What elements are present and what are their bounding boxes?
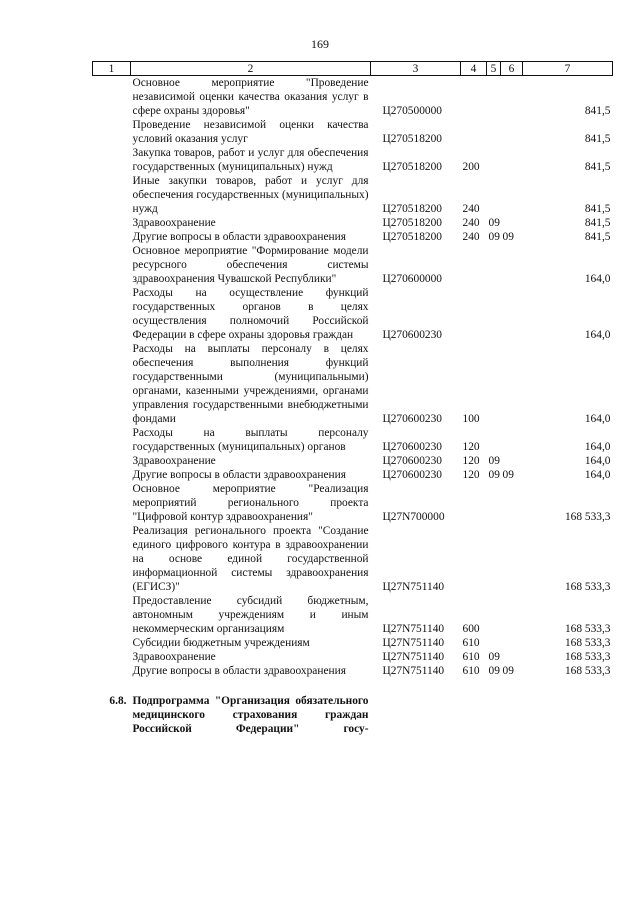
table-row [93, 216, 613, 230]
row-vr-cell [461, 286, 487, 342]
row-rz-cell: 09 [488, 231, 500, 243]
row-amount-cell: 164,0 [584, 413, 611, 425]
row-amount-cell: 168 533,3 [564, 665, 611, 677]
row-number-cell [93, 454, 131, 468]
row-name-cell: Предоставление субсидий бюджетным, автономным учреждениям и иным некоммерческим организациям [132, 595, 369, 635]
row-name-cell: Здравоохранение [132, 651, 216, 663]
row-number-cell [93, 244, 131, 286]
row-amount-cell: 168 533,3 [564, 651, 611, 663]
row-pr-cell [501, 286, 523, 342]
row-pr-cell [501, 650, 523, 664]
row-amount-cell: 841,5 [584, 217, 611, 229]
row-pr-cell [501, 426, 523, 454]
row-amount-cell: 164,0 [584, 441, 611, 453]
row-rz-cell [487, 174, 501, 216]
header-cell-1: 1 [93, 62, 131, 76]
row-amount-cell: 164,0 [584, 469, 611, 481]
table-row [93, 244, 613, 286]
row-vr-cell: 120 [462, 455, 480, 467]
row-vr-cell [461, 482, 487, 524]
row-amount-cell: 168 533,3 [564, 511, 611, 523]
table-row [93, 174, 613, 216]
table-row [93, 146, 613, 174]
table-row [93, 76, 613, 119]
row-code-cell: Ц270600000 [382, 273, 442, 285]
row-amount-cell: 841,5 [584, 203, 611, 215]
row-pr-cell [501, 342, 523, 426]
row-name-cell: Проведение независимой оценки качества условий оказания услуг [132, 119, 369, 145]
row-vr-cell: 240 [462, 231, 480, 243]
row-code-cell: Ц27N751140 [382, 665, 445, 677]
row-name-cell: Расходы на осуществление функций государственных органов в целях осуществления полномочий Российской Федерации в сфере охраны здоровья граждан [132, 287, 369, 341]
row-name-cell: Другие вопросы в области здравоохранения [132, 665, 346, 677]
row-pr-cell [501, 174, 523, 216]
row-code-cell: Ц27N751140 [382, 637, 445, 649]
row-amount-cell: 168 533,3 [564, 581, 611, 593]
row-pr-cell [501, 244, 523, 286]
row-number-cell [93, 468, 131, 482]
row-code-cell: Ц27N751140 [382, 651, 445, 663]
header-cell-6: 6 [501, 62, 523, 76]
row-number-cell [93, 524, 131, 594]
row-rz-cell [487, 426, 501, 454]
row-amount-cell: 841,5 [584, 161, 611, 173]
row-rz-cell: 09 [488, 469, 500, 481]
row-number-cell [93, 482, 131, 524]
table-row [93, 482, 613, 524]
row-name-cell: Основное мероприятие "Проведение независимой оценки качества оказания услуг в сфере охраны здоровья" [132, 77, 369, 117]
table-row [93, 454, 613, 468]
row-code-cell: Ц270518200 [382, 133, 442, 145]
row-code-cell: Ц270518200 [382, 217, 442, 229]
subprogram-empty-cell [371, 694, 461, 736]
row-name-cell: Основное мероприятие "Реализация мероприятий регионального проекта "Цифровой контур здравоохранения" [132, 483, 369, 523]
subprogram-empty-cell [487, 694, 501, 736]
row-pr-cell [501, 454, 523, 468]
row-vr-cell: 240 [462, 217, 480, 229]
row-vr-cell [461, 118, 487, 146]
table-row [93, 468, 613, 482]
row-name-cell: Здравоохранение [132, 455, 216, 467]
row-pr-cell [501, 76, 523, 119]
row-pr-cell [501, 118, 523, 146]
row-rz-cell [487, 636, 501, 650]
subprogram-row [93, 694, 613, 736]
row-pr-cell [501, 216, 523, 230]
subprogram-number: 6.8. [109, 695, 127, 707]
row-number-cell [93, 174, 131, 216]
row-vr-cell: 610 [462, 651, 480, 663]
table-row [93, 650, 613, 664]
row-number-cell [93, 664, 131, 678]
row-vr-cell: 100 [462, 413, 480, 425]
row-number-cell [93, 230, 131, 244]
subprogram-name: Подпрограмма "Организация обязательного медицинского страхования граждан Российской Федерации" госу- [132, 695, 369, 735]
header-cell-4: 4 [461, 62, 487, 76]
header-row [93, 62, 613, 76]
row-pr-cell [501, 594, 523, 636]
row-name-cell: Субсидии бюджетным учреждениям [132, 637, 310, 649]
row-vr-cell: 610 [462, 665, 480, 677]
row-number-cell [93, 342, 131, 426]
row-name-cell: Другие вопросы в области здравоохранения [132, 469, 346, 481]
table-row [93, 118, 613, 146]
row-name-cell: Закупка товаров, работ и услуг для обеспечения государственных (муниципальных) нужд [132, 147, 369, 173]
row-code-cell: Ц270518200 [382, 231, 442, 243]
row-amount-cell: 841,5 [584, 231, 611, 243]
table-row [93, 524, 613, 594]
row-vr-cell: 240 [462, 203, 480, 215]
row-code-cell: Ц270518200 [382, 161, 442, 173]
row-amount-cell: 164,0 [584, 273, 611, 285]
table-row [93, 286, 613, 342]
spacer-row [93, 678, 613, 694]
table-row [93, 230, 613, 244]
row-rz-cell [487, 594, 501, 636]
row-rz-cell [487, 118, 501, 146]
table-row [93, 636, 613, 650]
row-number-cell [93, 426, 131, 454]
row-vr-cell [461, 524, 487, 594]
row-rz-cell [487, 286, 501, 342]
page-number: 169 [311, 37, 329, 51]
header-cell-2: 2 [131, 62, 371, 76]
row-pr-cell: 09 [502, 665, 514, 677]
row-name-cell: Расходы на выплаты персоналу в целях обеспечения выполнения функций государственными (муниципальными) органами, казенными учреждениями, органами управления государственными внебюджетными фондами [132, 343, 369, 425]
row-vr-cell [461, 244, 487, 286]
row-number-cell [93, 594, 131, 636]
row-vr-cell: 610 [462, 637, 480, 649]
subprogram-empty-cell [501, 694, 523, 736]
row-rz-cell [487, 342, 501, 426]
row-code-cell: Ц270600230 [382, 455, 442, 467]
header-cell-5: 5 [487, 62, 501, 76]
row-number-cell [93, 76, 131, 119]
row-amount-cell: 841,5 [584, 105, 611, 117]
row-rz-cell: 09 [488, 665, 500, 677]
row-code-cell: Ц27N751140 [382, 581, 445, 593]
row-vr-cell: 120 [462, 441, 480, 453]
row-name-cell: Реализация регионального проекта "Создание единого цифрового контура в здравоохранении на основе единой государственной информационной системы здравоохранения (ЕГИСЗ)" [132, 525, 369, 593]
row-code-cell: Ц270518200 [382, 203, 442, 215]
row-rz-cell [487, 146, 501, 174]
row-number-cell [93, 118, 131, 146]
subprogram-empty-cell [523, 694, 613, 736]
table-row [93, 594, 613, 636]
budget-table [92, 61, 613, 736]
row-code-cell: Ц27N700000 [382, 511, 445, 523]
row-rz-cell [487, 482, 501, 524]
row-pr-cell [501, 636, 523, 650]
row-number-cell [93, 286, 131, 342]
row-number-cell [93, 636, 131, 650]
subprogram-empty-cell [461, 694, 487, 736]
row-pr-cell [501, 524, 523, 594]
row-pr-cell: 09 [502, 231, 514, 243]
table-row [93, 664, 613, 678]
row-rz-cell: 09 [488, 651, 500, 663]
table-body [93, 76, 613, 737]
row-rz-cell [487, 76, 501, 119]
row-rz-cell: 09 [488, 455, 500, 467]
row-vr-cell: 200 [462, 161, 480, 173]
row-rz-cell [487, 244, 501, 286]
row-code-cell: Ц270600230 [382, 413, 442, 425]
header-cell-7: 7 [523, 62, 613, 76]
row-pr-cell [501, 482, 523, 524]
row-name-cell: Другие вопросы в области здравоохранения [132, 231, 346, 243]
row-pr-cell [501, 146, 523, 174]
row-number-cell [93, 650, 131, 664]
row-name-cell: Иные закупки товаров, работ и услуг для обеспечения государственных (муниципальных) нужд [132, 175, 369, 215]
row-number-cell [93, 216, 131, 230]
row-rz-cell [487, 524, 501, 594]
row-amount-cell: 841,5 [584, 133, 611, 145]
table-header [93, 62, 613, 76]
spacer-cell [93, 678, 613, 694]
row-amount-cell: 164,0 [584, 455, 611, 467]
row-vr-cell: 120 [462, 469, 480, 481]
row-code-cell: Ц270500000 [382, 105, 442, 117]
row-vr-cell: 600 [462, 623, 480, 635]
row-name-cell: Основное мероприятие "Формирование модели ресурсного обеспечения системы здравоохранения Чувашской Республики" [132, 245, 369, 285]
row-amount-cell: 168 533,3 [564, 637, 611, 649]
row-code-cell: Ц27N751140 [382, 623, 445, 635]
row-amount-cell: 164,0 [584, 329, 611, 341]
row-number-cell [93, 146, 131, 174]
row-code-cell: Ц270600230 [382, 329, 442, 341]
row-amount-cell: 168 533,3 [564, 623, 611, 635]
row-rz-cell: 09 [488, 217, 500, 229]
table-row [93, 342, 613, 426]
row-pr-cell: 09 [502, 469, 514, 481]
header-cell-3: 3 [371, 62, 461, 76]
table-row [93, 426, 613, 454]
row-code-cell: Ц270600230 [382, 469, 442, 481]
row-name-cell: Расходы на выплаты персоналу государственных (муниципальных) органов [132, 427, 369, 453]
row-name-cell: Здравоохранение [132, 217, 216, 229]
row-code-cell: Ц270600230 [382, 441, 442, 453]
row-vr-cell [461, 76, 487, 119]
